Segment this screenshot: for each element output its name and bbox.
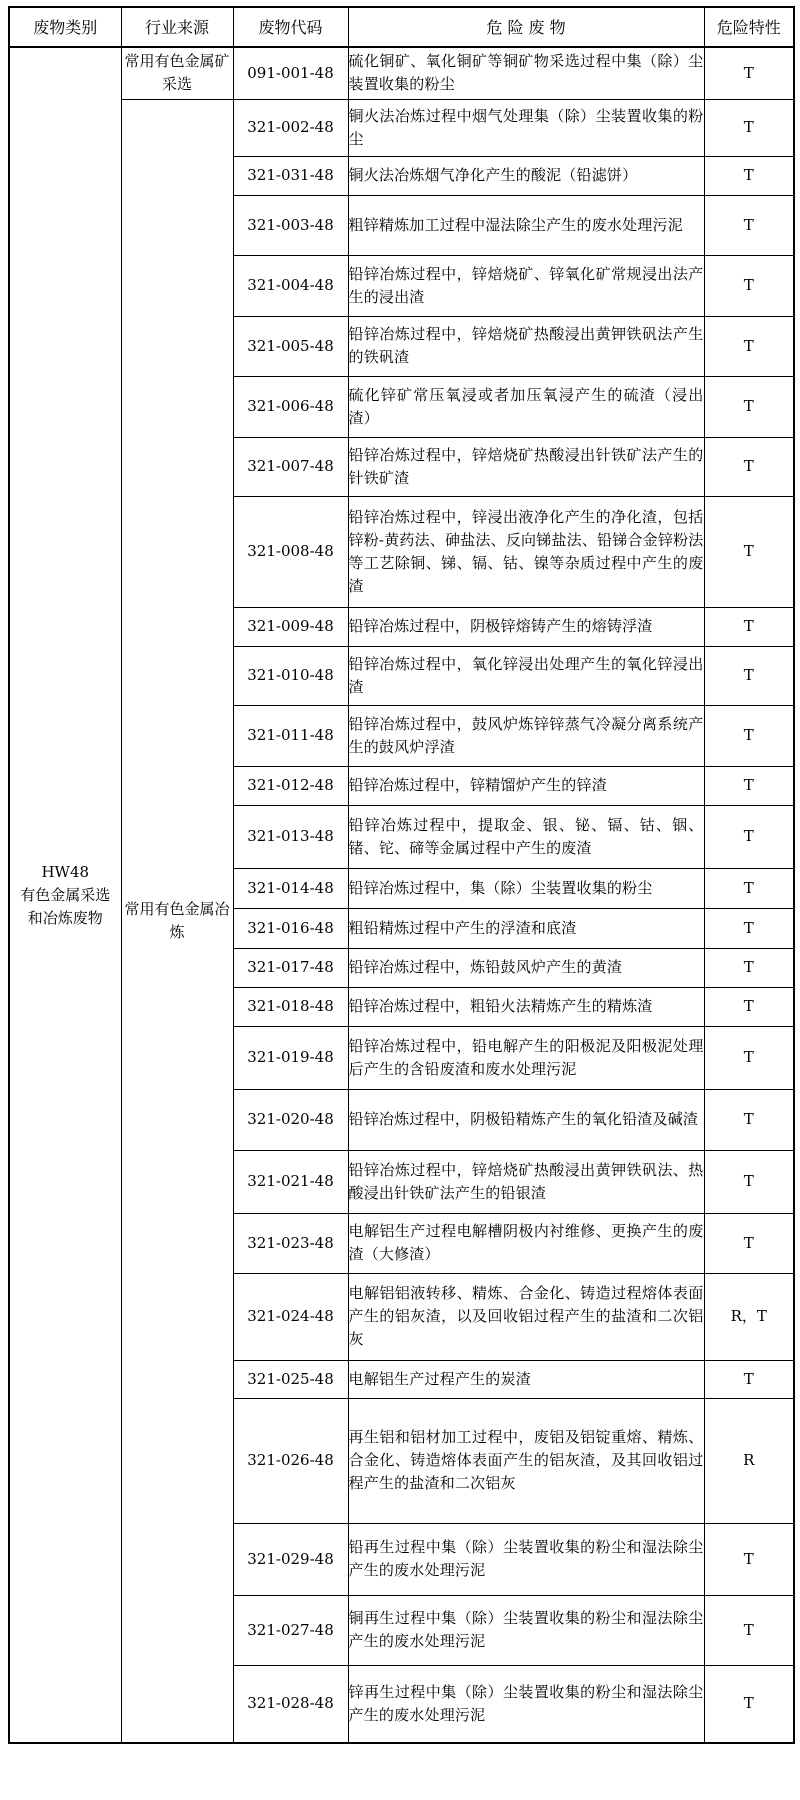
hazard-property: T (704, 646, 794, 705)
hazard-property: T (704, 805, 794, 868)
waste-description: 锌再生过程中集（除）尘装置收集的粉尘和湿法除尘产生的废水处理污泥 (348, 1665, 704, 1743)
waste-description: 铅锌冶炼过程中，集（除）尘装置收集的粉尘 (348, 868, 704, 908)
waste-code: 091-001-48 (233, 47, 348, 99)
hazard-property: T (704, 376, 794, 437)
waste-description: 电解铝生产过程产生的炭渣 (348, 1360, 704, 1398)
hazard-property: T (704, 496, 794, 607)
table-row (9, 47, 794, 99)
hazard-property: T (704, 1523, 794, 1595)
waste-code: 321-003-48 (233, 195, 348, 255)
hazard-property: T (704, 987, 794, 1026)
waste-description: 电解铝铝液转移、精炼、合金化、铸造过程熔体表面产生的铝灰渣，以及回收铝过程产生的盐渣和二次铝灰 (348, 1273, 704, 1360)
source-mining: 常用有色金属矿采选 (121, 47, 233, 99)
category-code: HW48 (41, 862, 90, 881)
waste-description: 硫化铜矿、氧化铜矿等铜矿物采选过程中集（除）尘装置收集的粉尘 (348, 47, 704, 99)
category-name-line2: 和冶炼废物 (27, 908, 103, 927)
waste-code: 321-024-48 (233, 1273, 348, 1360)
waste-code: 321-013-48 (233, 805, 348, 868)
waste-code: 321-023-48 (233, 1213, 348, 1273)
waste-code: 321-006-48 (233, 376, 348, 437)
waste-code: 321-009-48 (233, 607, 348, 646)
header-waste: 危 险 废 物 (348, 7, 704, 47)
waste-code: 321-018-48 (233, 987, 348, 1026)
hazard-property: R (704, 1398, 794, 1523)
waste-code: 321-005-48 (233, 316, 348, 376)
waste-code: 321-007-48 (233, 437, 348, 496)
waste-code: 321-020-48 (233, 1089, 348, 1150)
waste-code: 321-031-48 (233, 156, 348, 195)
waste-description: 粗铅精炼过程中产生的浮渣和底渣 (348, 908, 704, 948)
header-code: 废物代码 (233, 7, 348, 47)
waste-description: 粗锌精炼加工过程中湿法除尘产生的废水处理污泥 (348, 195, 704, 255)
hazard-property: T (704, 1089, 794, 1150)
hazard-property: T (704, 1213, 794, 1273)
waste-description: 铅锌冶炼过程中，炼铅鼓风炉产生的黄渣 (348, 948, 704, 987)
waste-code: 321-029-48 (233, 1523, 348, 1595)
hazard-property: T (704, 255, 794, 316)
waste-code: 321-012-48 (233, 766, 348, 805)
hazard-property: T (704, 1595, 794, 1665)
waste-description: 铅再生过程中集（除）尘装置收集的粉尘和湿法除尘产生的废水处理污泥 (348, 1523, 704, 1595)
waste-description: 铅锌冶炼过程中，锌精馏炉产生的锌渣 (348, 766, 704, 805)
hazard-property: T (704, 437, 794, 496)
hazard-property: T (704, 705, 794, 766)
waste-code: 321-027-48 (233, 1595, 348, 1665)
waste-code: 321-004-48 (233, 255, 348, 316)
hazard-property: T (704, 316, 794, 376)
hazard-property: T (704, 1665, 794, 1743)
waste-description: 铅锌冶炼过程中，提取金、银、铋、镉、钴、铟、锗、铊、碲等金属过程中产生的废渣 (348, 805, 704, 868)
waste-description: 铅锌冶炼过程中，锌焙烧矿热酸浸出黄钾铁矾法产生的铁矾渣 (348, 316, 704, 376)
hazard-property: T (704, 948, 794, 987)
waste-code: 321-026-48 (233, 1398, 348, 1523)
waste-code: 321-021-48 (233, 1150, 348, 1213)
waste-description: 铜再生过程中集（除）尘装置收集的粉尘和湿法除尘产生的废水处理污泥 (348, 1595, 704, 1665)
waste-code: 321-028-48 (233, 1665, 348, 1743)
page (0, 6, 800, 1744)
waste-description: 铅锌冶炼过程中，锌焙烧矿热酸浸出黄钾铁矾法、热酸浸出针铁矿法产生的铅银渣 (348, 1150, 704, 1213)
hazard-property: T (704, 766, 794, 805)
waste-description: 铜火法冶炼过程中烟气处理集（除）尘装置收集的粉尘 (348, 99, 704, 156)
category-name-line1: 有色金属采选 (20, 885, 111, 904)
header-category: 废物类别 (9, 7, 121, 47)
hazard-property: T (704, 868, 794, 908)
waste-description: 铅锌冶炼过程中，铅电解产生的阳极泥及阳极泥处理后产生的含铅废渣和废水处理污泥 (348, 1026, 704, 1089)
hazard-property: T (704, 156, 794, 195)
waste-code: 321-002-48 (233, 99, 348, 156)
hazard-property: T (704, 195, 794, 255)
waste-code: 321-010-48 (233, 646, 348, 705)
hazardous-waste-table (8, 6, 795, 1744)
waste-description: 铅锌冶炼过程中，锌浸出液净化产生的净化渣，包括锌粉-黄药法、砷盐法、反向锑盐法、铅锑合金锌粉法等工艺除铜、锑、镉、钴、镍等杂质过程中产生的废渣 (348, 496, 704, 607)
waste-description: 硫化锌矿常压氧浸或者加压氧浸产生的硫渣（浸出渣） (348, 376, 704, 437)
waste-code: 321-017-48 (233, 948, 348, 987)
waste-description: 铅锌冶炼过程中，锌焙烧矿、锌氧化矿常规浸出法产生的浸出渣 (348, 255, 704, 316)
waste-description: 再生铝和铝材加工过程中，废铝及铝锭重熔、精炼、合金化、铸造熔体表面产生的铝灰渣，及其回收铝过程产生的盐渣和二次铝灰 (348, 1398, 704, 1523)
hazard-property: R，T (704, 1273, 794, 1360)
waste-description: 铅锌冶炼过程中，氧化锌浸出处理产生的氧化锌浸出渣 (348, 646, 704, 705)
header-row (9, 7, 794, 47)
category-cell (9, 47, 121, 1743)
hazard-property: T (704, 908, 794, 948)
waste-description: 电解铝生产过程电解槽阴极内衬维修、更换产生的废渣（大修渣） (348, 1213, 704, 1273)
waste-description: 铅锌冶炼过程中，阴极铅精炼产生的氧化铅渣及碱渣 (348, 1089, 704, 1150)
table-row (9, 99, 794, 156)
header-property: 危险特性 (704, 7, 794, 47)
waste-code: 321-008-48 (233, 496, 348, 607)
waste-description: 铅锌冶炼过程中，粗铅火法精炼产生的精炼渣 (348, 987, 704, 1026)
waste-code: 321-011-48 (233, 705, 348, 766)
hazard-property: T (704, 1026, 794, 1089)
waste-code: 321-019-48 (233, 1026, 348, 1089)
waste-code: 321-016-48 (233, 908, 348, 948)
waste-description: 铅锌冶炼过程中，鼓风炉炼锌锌蒸气冷凝分离系统产生的鼓风炉浮渣 (348, 705, 704, 766)
waste-description: 铅锌冶炼过程中，阴极锌熔铸产生的熔铸浮渣 (348, 607, 704, 646)
hazard-property: T (704, 1150, 794, 1213)
hazard-property: T (704, 607, 794, 646)
hazard-property: T (704, 47, 794, 99)
source-smelting: 常用有色金属冶炼 (121, 99, 233, 1743)
waste-description: 铜火法冶炼烟气净化产生的酸泥（铅滤饼） (348, 156, 704, 195)
hazard-property: T (704, 99, 794, 156)
waste-code: 321-014-48 (233, 868, 348, 908)
waste-code: 321-025-48 (233, 1360, 348, 1398)
hazard-property: T (704, 1360, 794, 1398)
waste-description: 铅锌冶炼过程中，锌焙烧矿热酸浸出针铁矿法产生的针铁矿渣 (348, 437, 704, 496)
header-source: 行业来源 (121, 7, 233, 47)
